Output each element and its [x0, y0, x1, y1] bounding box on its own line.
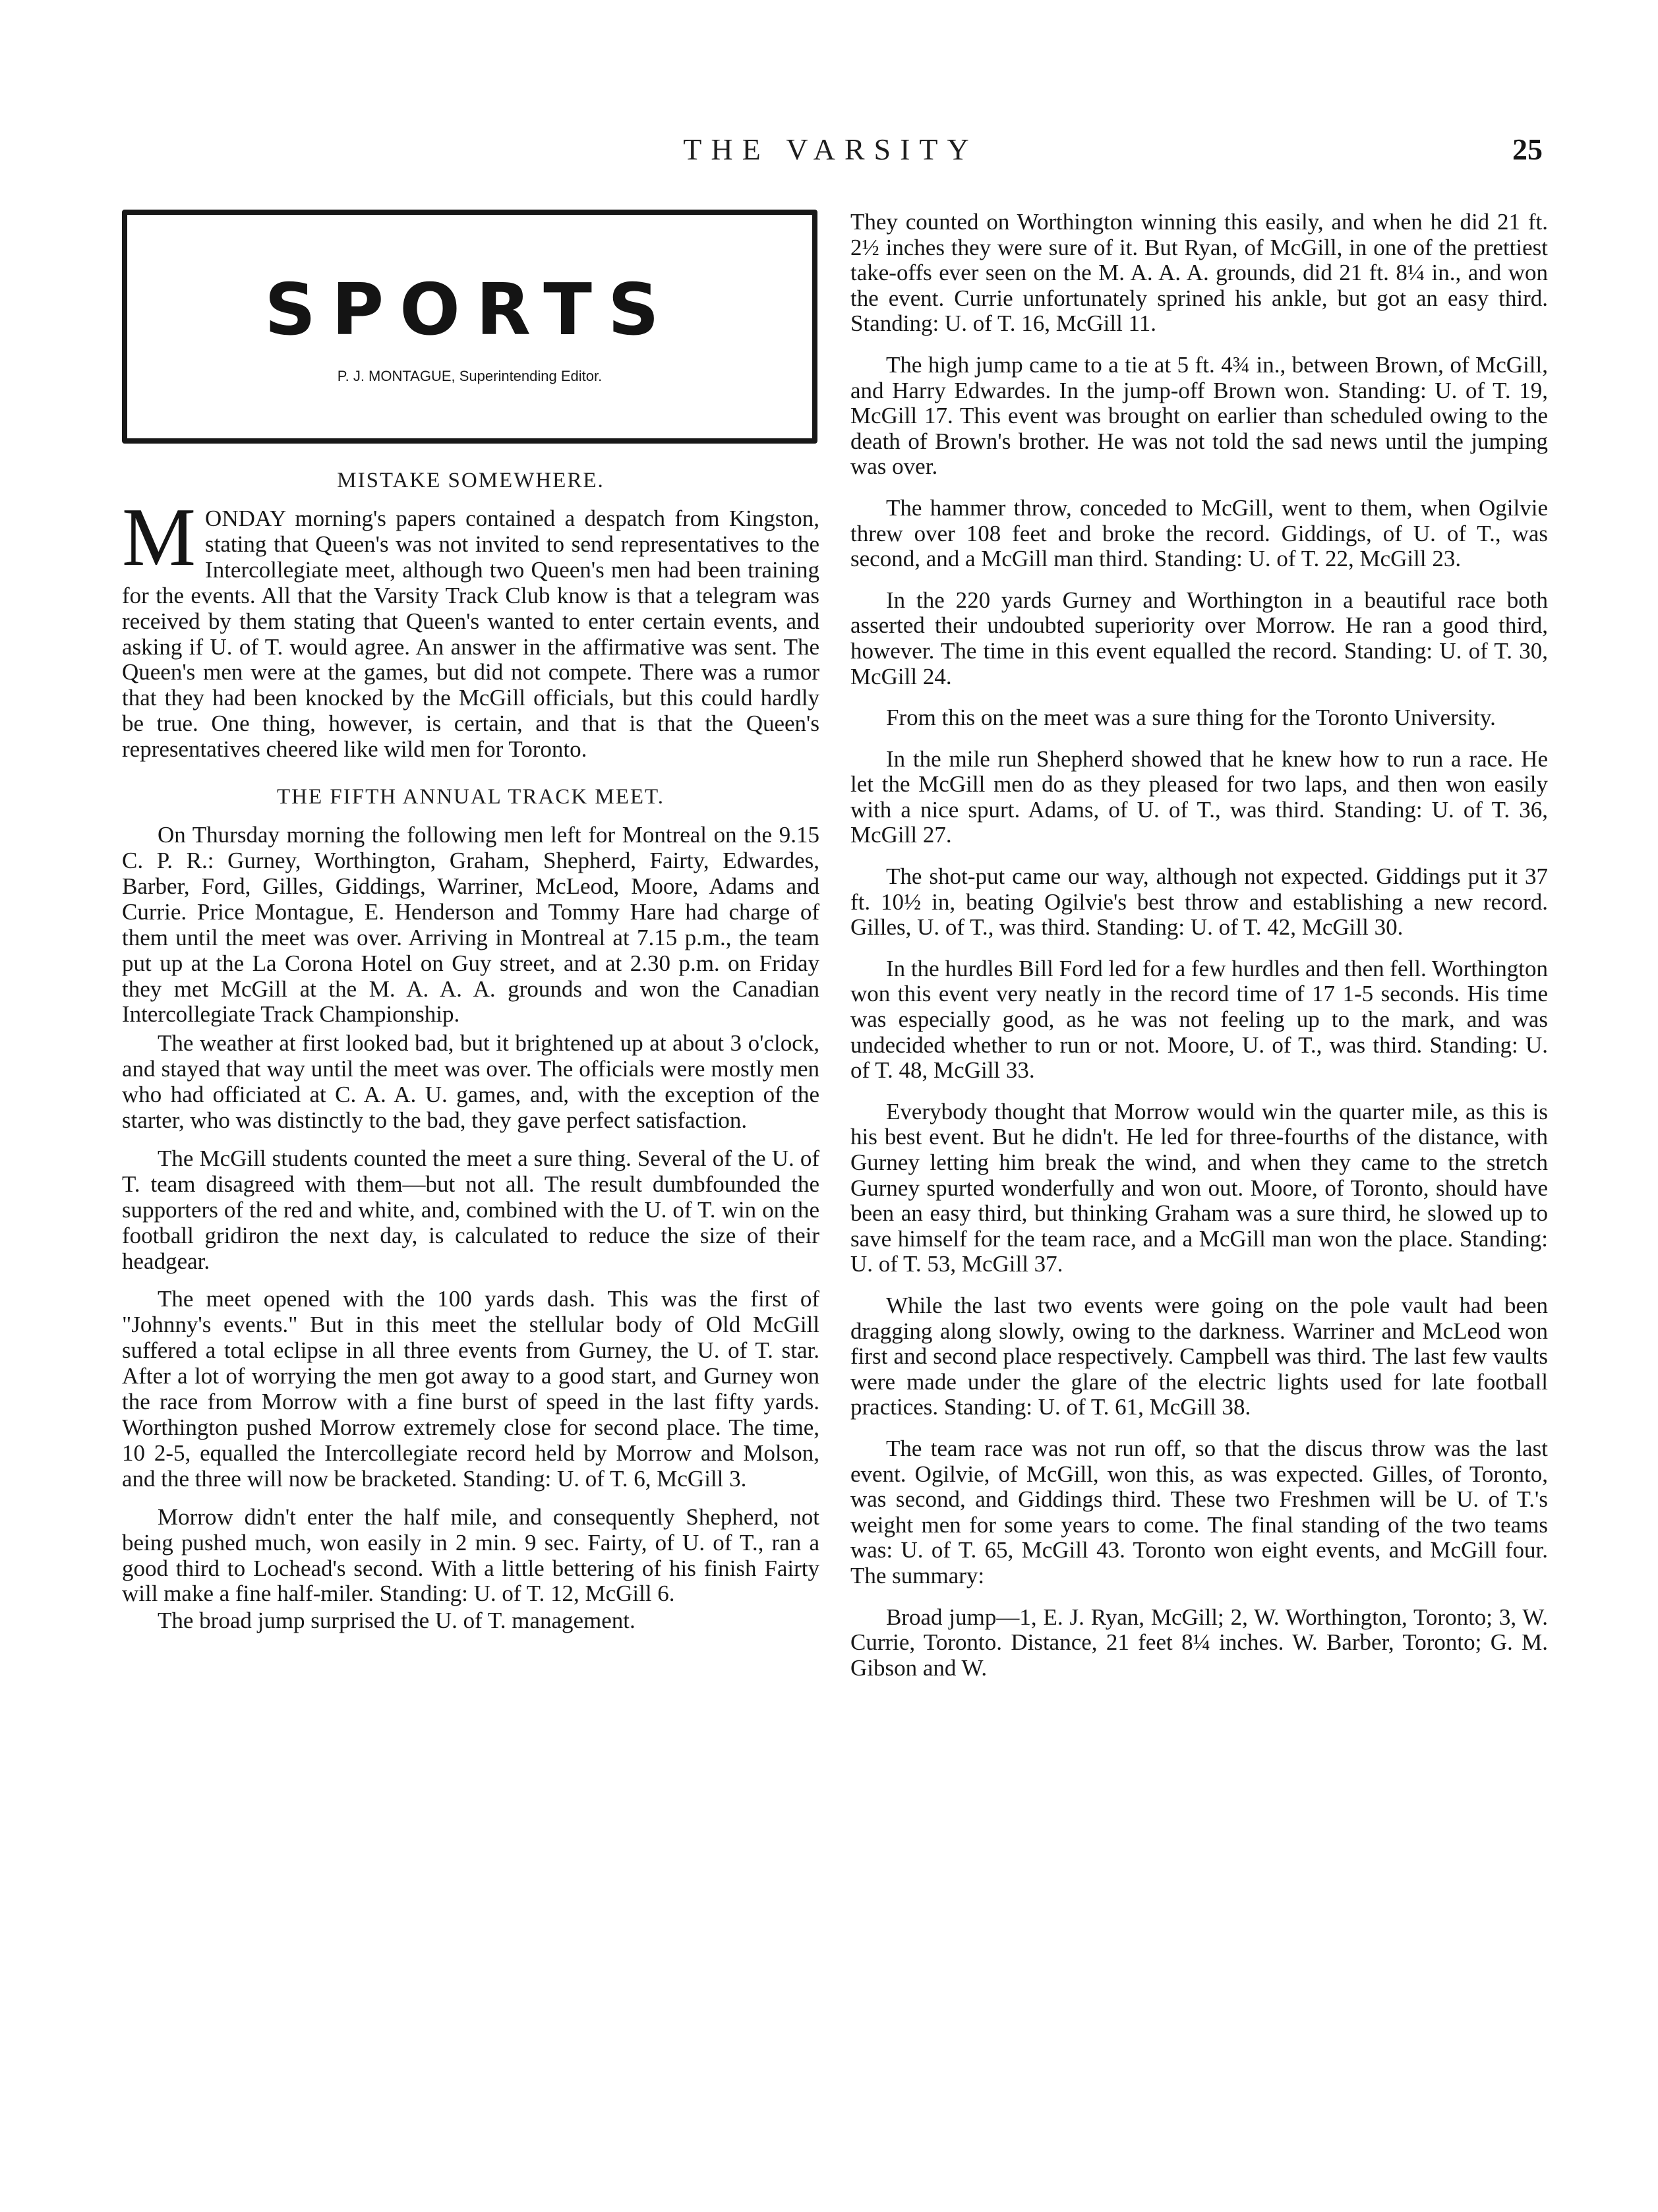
right-column — [850, 210, 1548, 1697]
left-column — [122, 210, 819, 1646]
page-header — [119, 132, 1543, 185]
paragraph: Morrow didn't enter the half mile, and consequently Shepherd, not being pushed much, won easily in 2 min. 9 sec. Fairty, of U. of T., ran a good third to Lochead's second. With a little bettering of his finish Fairty will make a fine half-miler. Standing: U. of T. 12, McGill 6. — [122, 1503, 819, 1607]
editor-credit: P. J. MONTAGUE, Superintending Editor. — [337, 368, 603, 384]
paragraph: Broad jump—1, E. J. Ryan, McGill; 2, W. Worthington, Toronto; 3, W. Currie, Toronto. Distance, 21 feet 8¼ inches. W. Barber, Toronto; G. M. Gibson and W. — [850, 1604, 1548, 1681]
paragraph: The shot-put came our way, although not expected. Giddings put it 37 ft. 10½ in, beating Ogilvie's best throw and establishing a new record. Gilles, U. of T., was third. Standing: U. of T. 42, McGill 30. — [850, 863, 1548, 941]
paragraph-mistake — [122, 492, 819, 763]
drop-cap: M — [122, 492, 196, 583]
paragraph: From this on the meet was a sure thing for the Toronto University. — [886, 705, 1496, 731]
paragraph: They counted on Worthington winning this easily, and when he did 21 ft. 2½ inches they were sure of it. But Ryan, of McGill, in one of the prettiest take-offs ever seen on the M. A. A. A. grounds, did 21 ft. 8¼ in., and won the event. Currie unfortunately sprined his ankle, but got an easy third. Standing: U. of T. 16, McGill 11. — [850, 209, 1548, 337]
paragraph: The hammer throw, conceded to McGill, went to them, when Ogilvie threw over 108 feet and broke the record. Giddings, of U. of T., was second, and a McGill man third. Standing: U. of T. 22, McGill 23. — [850, 494, 1548, 572]
paragraph: The broad jump surprised the U. of T. management. — [158, 1608, 636, 1634]
sports-title: SPORTS — [264, 269, 675, 351]
paragraph: While the last two events were going on the pole vault had been dragging along slowly, owing to the darkness. Warriner and McLeod won first and second place respectively. Campbell was third. The last few vaults were made under the glare of the electric lights used for late football practices. Standing: U. of T. 61, McGill 38. — [850, 1292, 1548, 1420]
paragraph: In the 220 yards Gurney and Worthington in a beautiful race both asserted their undoubted superiority over Morrow. He ran a good third, however. The time in this event equalled the record. Standing: U. of T. 30, McGill 24. — [850, 587, 1548, 689]
paragraph: The weather at first looked bad, but it brightened up at about 3 o'clock, and stayed that way until the meet was over. The officials were mostly men who had officiated at C. A. A. U. games, and, with the exception of the starter, who was distinctly to the bad, they gave perfect satisfaction. — [122, 1030, 819, 1134]
section-heading-track-meet: THE FIFTH ANNUAL TRACK MEET. — [277, 785, 665, 809]
paragraph: In the mile run Shepherd showed that he knew how to run a race. He let the McGill men do as they pleased for two laps, and then won easily with a nice spurt. Adams, of U. of T., was third. Standing: U. of T. 36, McGill 27. — [850, 745, 1548, 848]
paragraph-text: ONDAY morning's papers contained a despatch from Kingston, stating that Queen's was not invited to send representatives to the Intercollegiate meet, although two Queen's men had been training for the events. All that the Varsity Track Club know is that a telegram was received by them stating that Queen's wanted to enter certain events, and asking if U. of T. would agree. An answer in the affirmative was sent. The Queen's men were at the games, but did not compete. There was a rumor that they had been knocked by the McGill officials, but this could hardly be true. One thing, however, is certain, and that is that the Queen's representatives cheered like wild men for Toronto. — [122, 506, 819, 763]
page-number: 25 — [1512, 132, 1543, 166]
sports-title-box — [122, 210, 817, 444]
journal-title: THE VARSITY — [683, 132, 978, 166]
paragraph: In the hurdles Bill Ford led for a few hurdles and then fell. Worthington won this event very neatly in the record time of 17 1-5 seconds. His time was especially good, as he was not feeling up to the mark, and was undecided whether to run or not. Moore, U. of T., was third. Standing: U. of T. 48, McGill 33. — [850, 955, 1548, 1084]
paragraph: On Thursday morning the following men left for Montreal on the 9.15 C. P. R.: Gurney, Worthington, Graham, Shepherd, Fairty, Edwardes, Barber, Ford, Gilles, Giddings, Warriner, McLeod, Moore, Adams and Currie. Price Montague, E. Henderson and Tommy Hare had charge of them until the meet was over. Arriving in Montreal at 7.15 p.m., the team put up at the La Corona Hotel on Guy street, and at 2.30 p.m. on Friday they met McGill at the M. A. A. A. grounds and won the Canadian Intercollegiate Track Championship. — [122, 822, 819, 1028]
paragraph: The high jump came to a tie at 5 ft. 4¾ in., between Brown, of McGill, and Harry Edwardes. In the jump-off Brown won. Standing: U. of T. 19, McGill 17. This event was brought on earlier than scheduled owing to the death of Brown's brother. He was not told the sad news until the jumping was over. — [850, 351, 1548, 480]
paragraph: Everybody thought that Morrow would win the quarter mile, as this is his best event. But he didn't. He led for three-fourths of the distance, with Gurney letting him break the wind, and when they came to the stretch Gurney spurted wonderfully and won out. Moore, of Toronto, should have been an easy third, but thinking Graham was a sure third, he slowed up to save himself for the team race, and a McGill man won the place. Standing: U. of T. 53, McGill 37. — [850, 1098, 1548, 1277]
section-heading-mistake: MISTAKE SOMEWHERE. — [337, 469, 605, 492]
paragraph: The team race was not run off, so that the discus throw was the last event. Ogilvie, of McGill, won this, as was expected. Gilles, of Toronto, was second, and Giddings third. These two Freshmen will be U. of T.'s weight men for some years to come. The final standing of the two teams was: U. of T. 65, McGill 43. Toronto won eight events, and McGill four. The summary: — [850, 1435, 1548, 1588]
paragraph: The meet opened with the 100 yards dash. This was the first of "Johnny's events." But in this meet the stellular body of Old McGill suffered a total eclipse in all three events from Gurney, the U. of T. star. After a lot of worrying the men got away to a good start, and Gurney won the race from Morrow with a fine burst of speed in the last fifty yards. Worthington pushed Morrow extremely close for second place. The time, 10 2-5, equalled the Intercollegiate record held by Morrow and Molson, and the three will now be bracketed. Standing: U. of T. 6, McGill 3. — [122, 1286, 819, 1492]
paragraph: The McGill students counted the meet a sure thing. Several of the U. of T. team disagreed with them—but not all. The result dumbfounded the supporters of the red and white, and, combined with the U. of T. win on the football gridiron the next day, is calculated to reduce the size of their headgear. — [122, 1145, 819, 1274]
